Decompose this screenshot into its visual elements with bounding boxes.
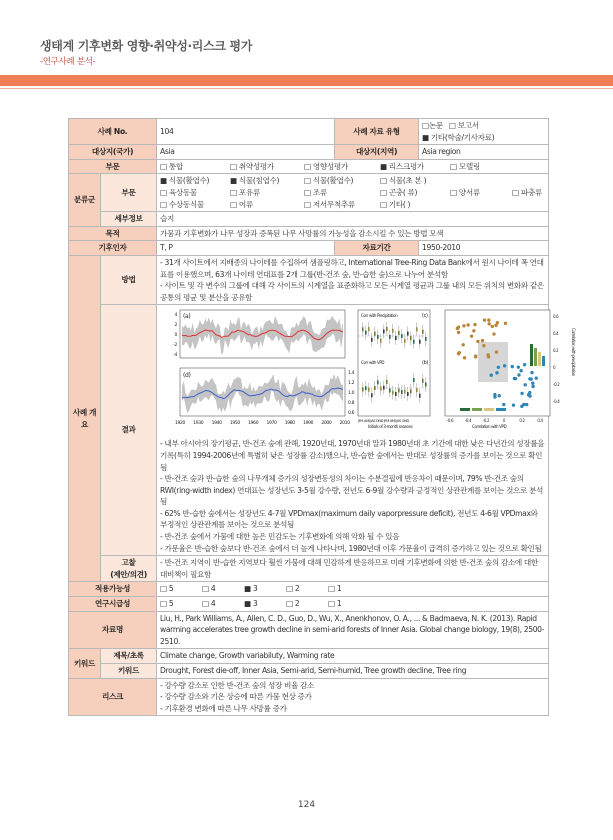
class-option-fish: □ 어류 [230,199,253,209]
year-tick-labels [175,420,350,426]
scatter-point-semi-humid [535,377,538,380]
row-result [69,305,549,556]
boxplot-box [413,340,415,344]
label-discussion-sub: (제안/의견) [110,569,147,579]
class-option-mammal: □ 포유류 [230,187,260,197]
method-item: - 31개 사이트에서 지배종의 나이테를 수집하여 샘플링하고, International Tree-Ring Data Bank에서 원시 나이테 폭 연대표를 이용했으며, 63개 나이테 연대표를 2개 그룹(반-건조 숲, 반-습한 숲)으로 나누어 분석함 [160,257,544,279]
result-figure-svg [160,308,580,436]
scatter-point-semi-arid [483,319,486,322]
value-material-type [419,119,549,145]
method-item: - 사이트 및 각 변수의 그룹에 대해 각 사이트의 시계열을 표준화하고 모든 시계열 평균과 그룹 내의 모든 위치의 변화와 같은 공통의 평균 및 분산을 공유함 [160,281,544,302]
panel-d-label: (d) [183,372,191,380]
value-method [157,255,549,304]
panel-c-shade [478,342,508,382]
value-result [157,305,577,556]
boxplot-box [371,394,373,398]
panel-d-tick-labels [348,370,355,416]
scatter-point-semi-arid [495,351,498,354]
scatter-point-semi-humid [503,364,506,367]
class-option-aquatic: □ 수상동식물 [160,199,204,209]
scatter-point-semi-arid [486,354,489,357]
boxplot-box [380,387,382,391]
boxplot-box [365,331,367,335]
boxplot-box [389,389,391,393]
value-keyword-kw: Drought, Forest die-off, Inner Asia, Semi-arid, Semi-humid, Tree growth decline, Tree ring [157,664,549,679]
value-risk [157,678,549,716]
scatter-point-semi-humid [498,394,501,397]
row-sector [69,159,549,174]
year-tick: 1920 [174,421,186,427]
boxplot-box [368,388,370,392]
urgency-option-5: □ 5 [160,599,174,609]
boxplot-box [392,391,394,395]
scatter-point-semi-arid [463,356,466,359]
applicability-option-1: □ 1 [328,584,342,594]
sector-option-impact: □ 영향성평가 [304,161,348,171]
scatter-point-semi-humid [497,366,500,369]
boxplot-box [410,390,412,394]
boxplot-box [365,386,367,390]
scatter-point-semi-humid [523,363,526,366]
scatter-x-tick: 0.4 [537,418,543,424]
label-classification: 분류군 [69,174,101,226]
scatter-point-semi-arid [472,329,475,332]
panel-d-tick: 1.0 [348,391,355,397]
risk-item: - 강수량 감소와 기온 상승에 따른 가뭄 현상 증가 [160,692,312,702]
sector-option-risk: ■ 리스크평가 [380,161,424,171]
label-class-detail: 세부정보 [101,212,157,227]
panel-d-tick: 1.4 [348,371,355,377]
header-divider [0,88,613,89]
value-country: Asia [157,145,335,160]
result-figure [160,308,580,436]
panel-a-label: (a) [183,313,191,321]
scatter-point-semi-humid [525,403,528,406]
row-keyword-title [69,649,549,664]
scatter-bottom-bar [460,408,470,411]
urgency-option-4: □ 4 [202,599,216,609]
value-climate-factor: T, P [157,241,335,256]
boxplot-box [425,383,427,387]
scatter-point-semi-humid [519,369,522,372]
label-purpose: 목적 [69,226,157,241]
row-location [69,145,549,160]
value-source: Liu, H., Park Williams, A., Allen, C. D., Guo, D., Wu, X., Anenkhonov, O. A., ... & Badmaeva, N. K. (2013). Rapid warming accelerates tree growth decline in semi-arid forests of Inner Asia. Global change biology, 19(8), 2500-2510. [157,611,549,649]
year-tick: 2000 [321,421,332,427]
scatter-y-tick: 0.4 [553,331,559,337]
risk-item: - 강수량 감소로 인한 반-건조 숲의 성장 비율 감소 [160,680,315,690]
scatter-point-semi-arid [504,322,507,325]
label-climate-factor: 기후인자 [69,241,157,256]
boxplot-box [389,335,391,339]
boxplot-box [425,337,427,341]
boxplot-box [413,378,415,382]
boxplot-box [407,332,409,336]
label-keyword-kw: 키워드 [101,664,157,679]
applicability-option-5: □ 5 [160,584,174,594]
row-case-no [69,119,549,145]
label-country: 대상지(국가) [69,145,157,160]
panel-a-tick: 2 [174,323,178,329]
result-item: - 반-건조 숲에서 가뭄에 대한 높은 민감도는 기후변화에 의해 악화 될 수 있음 [160,532,400,542]
label-result: 결과 [101,305,157,556]
value-applicability [157,582,549,597]
applicability-option-4: □ 4 [202,584,216,594]
scatter-point-semi-arid [457,331,460,334]
scatter-point-semi-arid [492,333,495,336]
class-option-amphibian: □ 양서류 [450,187,480,197]
boxplot-box [401,390,403,394]
scatter-side-bar [534,348,537,366]
scatter-point-semi-humid [517,374,520,377]
scatter-side-bar [538,352,541,366]
scatter-y-tick: 0 [553,365,556,371]
scatter-y-tick: 0.6 [553,314,559,320]
boxplot-box [371,338,373,342]
season-xlabel: Initials of 3-month seasons [368,424,413,430]
scatter-side-bar [542,356,545,366]
scatter-point-semi-arid [474,355,477,358]
boxplot-box [368,327,370,331]
scatter-point-semi-humid [529,378,532,381]
boxplot-box [419,394,421,398]
value-case-no: 104 [157,119,335,145]
value-urgency [157,597,549,612]
label-risk: 리스크 [69,678,157,716]
result-item: - 가문율은 반-습한 숲보다 반-건조 숲에서 더 높게 나타나며, 1980년대 이후 가문율이 급격히 증가하고 있는 것으로 확인됨 [160,543,542,553]
scatter-point-semi-arid [482,344,485,347]
label-keyword: 키워드 [69,649,101,678]
boxplot-box [374,332,376,336]
panel-d-tick: 1.2 [348,381,355,387]
boxplot-box [422,330,424,334]
year-tick: 1950 [229,421,240,427]
scatter-point-semi-humid [517,366,520,369]
scatter-point-semi-arid [457,326,460,329]
value-region: Asia region [419,145,549,160]
result-item: - 내부 아시아의 장기평균, 반-건조 숲에 관해, 1920년대, 1970년대 말과 1980년대 초 기간에 대한 낮은 다년간의 성장률을 기록(특히 1994-2006년에 특별히 낮은 성장률 감소)했으나, 반-습한 숲에서는 반대로 성장률의 증가를 보이는 것으로 확인됨 [160,439,545,472]
boxplot-box [383,386,385,390]
panel-d-tick: 0.8 [348,401,355,407]
year-tick: 1990 [303,421,314,427]
vpd-title: Corr with VPD [361,360,385,366]
panel-a-tick: -4 [173,353,178,359]
header-accent-bar [0,75,613,86]
row-applicability [69,582,549,597]
year-tick: 1930 [193,421,204,427]
label-class-sector: 부문 [101,174,157,212]
year-tick: 2010 [339,421,350,427]
scatter-x-tick: -0.6 [446,418,454,424]
label-applicability: 적용가능성 [69,582,157,597]
sector-option-integrated: □ 통합 [160,161,183,171]
scatter-point-semi-humid [527,393,530,396]
row-keyword-kw [69,664,549,679]
sector-option-modeling: □ 모델링 [450,161,480,171]
label-material-type: 사례 자료 유형 [335,119,419,145]
scatter-point-semi-arid [462,343,465,346]
boxplot-box [398,331,400,335]
scatter-point-semi-arid [491,325,494,328]
row-source [69,611,549,649]
label-urgency: 연구시급성 [69,597,157,612]
scatter-point-semi-humid [502,403,505,406]
row-purpose [69,226,549,241]
row-climate [69,241,549,256]
boxplot-box [362,388,364,392]
year-tick: 1980 [284,421,295,427]
boxplot-box [422,379,424,383]
risk-item: - 기후환경 변화에 따른 나무 사망률 증가 [160,703,287,713]
boxplot-box [407,392,409,396]
value-sector [157,159,549,174]
boxplot-box [416,389,418,393]
panel-a-tick: -2 [173,343,178,349]
scatter-point-semi-humid [530,371,533,374]
case-table [68,118,577,716]
boxplot-box [362,328,364,332]
boxplot-box [395,336,397,340]
scatter-point-semi-humid [512,404,515,407]
boxplot-box [395,392,397,396]
option-report: □ 보고서 [448,121,479,130]
option-other: ■ 기타(학술/기사자료) [422,132,495,142]
label-case-no: 사례 No. [69,119,157,145]
scatter-point-semi-humid [511,365,514,368]
panel-a-tick: 4 [174,313,178,319]
boxplot-box [374,386,376,390]
year-tick: 1970 [266,421,277,427]
applicability-option-3: ■ 3 [244,584,258,594]
panel-a-tick: 0 [174,333,178,339]
row-discussion [69,556,549,582]
scatter-point-semi-arid [462,324,465,327]
class-option-reptile: □ 파충류 [512,187,542,197]
boxplot-box [377,335,379,339]
boxplot-box [410,336,412,340]
class-option-broadleaf: ■ 식물(활엽수) [160,176,210,186]
scatter-x-tick: -0.4 [464,418,472,424]
scatter-x-tick: -0.2 [482,418,490,424]
scatter-point-semi-arid [458,351,461,354]
scatter-point-semi-humid [513,377,516,380]
applicability-option-2: □ 2 [286,584,300,594]
scatter-side-bar [530,344,533,366]
scatter-point-semi-humid [531,382,534,385]
sector-option-vulnerability: □ 취약성평가 [230,161,274,171]
boxplot-box [383,330,385,334]
page-header-subtitle: -연구사례 분석- [40,57,96,67]
panel-d-tick: 0.6 [348,411,355,417]
urgency-option-2: □ 2 [286,599,300,609]
value-period: 1950-2010 [419,241,549,256]
panel-c-label-mid: (c) [422,313,428,320]
season-months: JFM AMJ JAS OND JFM AMJ JAS OND [358,419,409,424]
label-discussion-main: 고찰 [121,558,136,568]
boxplot-box [401,334,403,338]
scatter-point-semi-humid [531,385,534,388]
scatter-point-semi-humid [493,396,496,399]
scatter-y-tick-labels [553,314,560,404]
panel-a-tick-labels [173,312,177,358]
class-option-other: □ 기타( ) [380,199,411,209]
label-period: 자료기간 [335,241,419,256]
scatter-point-semi-arid [487,319,490,322]
scatter-point-semi-arid [488,322,491,325]
urgency-option-3: ■ 3 [244,599,258,609]
result-item: - 62% 반-습한 숲에서는 성장년도 4-7월 VPDmax(maximum daily vaporpressure deficit), 전년도 4-6월 VPDmax와 부정적인 상관관계를 보이는 것으로 분석됨 [160,508,538,530]
scatter-point-semi-humid [495,371,498,374]
row-class-detail [69,212,549,227]
label-sector: 부문 [69,159,157,174]
boxplot-box [377,381,379,385]
label-region: 대상지(지역) [335,145,419,160]
boxplot-box [398,389,400,393]
scatter-bottom-bar [496,408,506,411]
scatter-x-tick-labels [447,418,544,423]
value-class-detail: 습지 [157,212,549,227]
panel-b-label: (b) [422,360,429,367]
class-option-conifer: ■ 식물(침엽수) [230,176,280,186]
scatter-point-semi-humid [490,374,493,377]
class-option-benthic: □ 저서무척추류 [304,199,355,209]
label-keyword-title: 제목/초록 [101,649,157,664]
scatter-y-tick: 0.2 [553,348,559,354]
scatter-point-semi-humid [520,392,523,395]
boxplot-box [386,380,388,384]
value-discussion: - 반-건조 지역이 반-습한 지역보다 훨씬 가뭄에 대해 민감하게 반응하므로 미래 기후변화에 의한 반-건조 숲의 감소에 대한 대비책이 필요함 [157,556,549,582]
class-option-insect: □ 곤충( 류) [380,187,418,197]
boxplot-box [404,390,406,394]
row-urgency [69,597,549,612]
value-class-sector [157,174,549,212]
scatter-point-semi-arid [476,340,479,343]
class-option-land-animal: □ 육상동물 [160,187,197,197]
boxplot-box [386,327,388,331]
scatter-point-semi-arid [496,321,499,324]
scatter-bottom-bar [472,408,482,411]
year-tick: 1940 [211,421,222,427]
boxplot-box [419,340,421,344]
label-source: 자료명 [69,611,157,649]
value-purpose: 가뭄과 기후변화가 나무 성장과 증폭된 나무 사망률의 가능성을 감소시킬 수 있는 방법 모색 [157,226,549,241]
boxplot-box [416,328,418,332]
label-case-overview: 사례 개요 [69,255,101,582]
scatter-point-semi-arid [481,339,484,342]
scatter-point-semi-humid [524,383,527,386]
boxplot-box [392,329,394,333]
row-risk [69,678,549,716]
class-option-bird: □ 조류 [304,187,327,197]
boxplot-box [404,339,406,343]
scatter-point-semi-arid [470,335,473,338]
scatter-x-tick: 0.2 [519,418,525,424]
row-classification [69,174,549,212]
scatter-point-semi-arid [466,324,469,327]
scatter-point-semi-arid [473,323,476,326]
boxplot-box [380,339,382,343]
class-option-herb: □ 식물(초 본 ) [380,176,427,186]
row-method [69,255,549,304]
urgency-option-1: □ 1 [328,599,342,609]
scatter-bottom-bar [484,408,494,411]
precip-title: Corr with Precipitation [361,313,398,319]
value-keyword-title: Climate change, Growth variabiluty, Warming rate [157,649,549,664]
scatter-y-tick: -0.2 [553,382,560,388]
option-paper: □논문 [422,121,443,130]
class-option-broadleaf-2: □ 식물(활엽수) [304,176,354,186]
scatter-y-tick: -0.4 [553,399,560,405]
scatter-ylabel: Correlation with precipitation [571,328,577,377]
label-method: 방법 [101,255,157,304]
scatter-xlabel: Correlation with VPD [472,424,507,430]
page-header-title: 생태계 기후변화 영향·취약성·리스크 평가 [40,39,253,53]
label-discussion [101,556,157,582]
page-number: 124 [297,800,316,810]
year-tick: 1960 [248,421,259,427]
result-item: - 반-건조 숲과 반-습한 숲의 나무개체 증가의 성장변동성의 차이는 수분결핍에 반응차이 때문이며, 79% 반-건조 숲의 RWI(ring-width index) 연대표는 성장년도 3-5월 강수량, 전년도 6-9월 강수량과 긍정적인 상관관계를 보이는 것으로 분석됨 [160,474,544,507]
scatter-x-tick: 0 [502,418,506,424]
